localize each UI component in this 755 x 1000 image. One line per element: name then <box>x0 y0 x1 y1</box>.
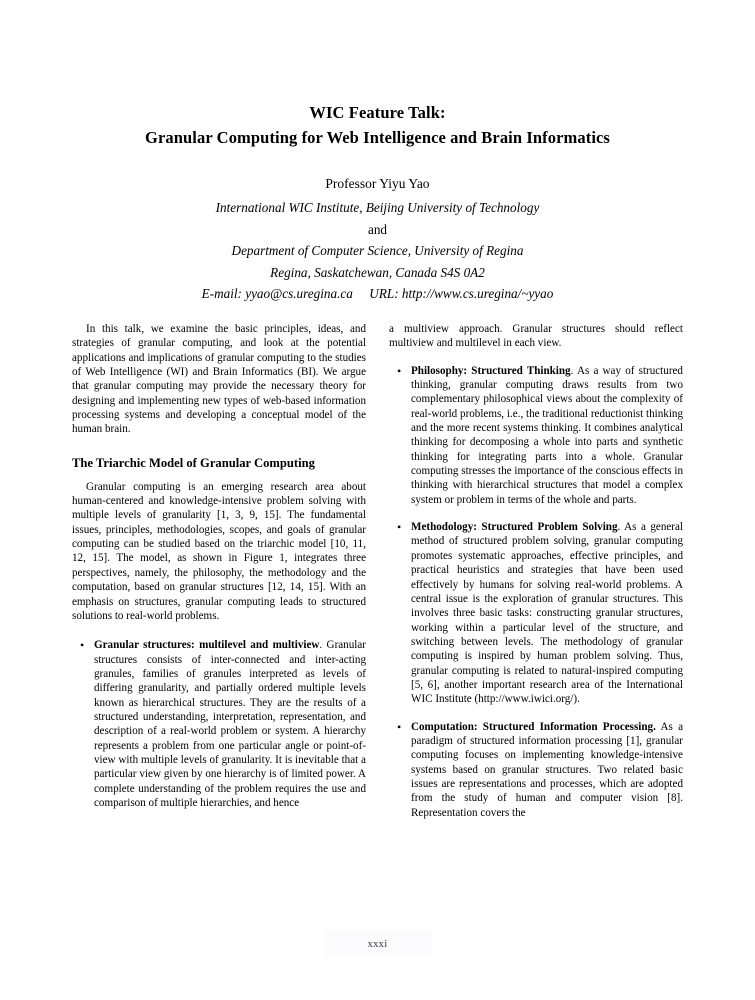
title-line-1: WIC Feature Talk: <box>309 103 446 122</box>
bullet-text-philosophy: . As a way of structured thinking, granular computing draws results from two complementary philosophical views about the complexity of real-world problems, i.e., the traditional reductionist thinking and the more recent systems thinking. It combines analytical thinking for decomposing a whole into parts and synthetic thinking for integrating parts into a whole. Granular computing stresses the importance of the conscious effects in thinking with hierarchical structures that model a complex system or problem in terms of the whole and parts. <box>411 364 683 506</box>
list-item <box>389 720 683 820</box>
column-spacer <box>389 351 683 364</box>
abstract-paragraph: In this talk, we examine the basic principles, ideas, and strategies of granular computing, and look at the potential applications and implications of granular computing to the studies of Web Intelligence (WI) and Brain Informatics (BI). We argue that granular computing may provide the necessary theory for designing and implementing new types of web-based information processing systems and developing a conceptual model of the human brain. <box>72 323 366 436</box>
bullet-list-right <box>389 364 683 820</box>
bullet-text-granular-structures: . Granular structures consists of inter-connected and inter-acting granules, families of granules interpreted as levels of differing granularity, and partially ordered multiple levels known as hierarchical structures. They are the results of a structured understanding, interpretation, representation, and description of a real-world problem or system. A hierarchy represents a problem from one particular angle or point-of-view with multiple levels of granularity. It is inevitable that a particular view given by one hierarchy is of limited power. A complete understanding of the problem requires the use and comparison of multiple hierarchies, and hence <box>94 639 366 809</box>
affiliation-line-3: Regina, Saskatchewan, Canada S4S 0A2 <box>270 264 485 280</box>
column-spacer <box>72 623 366 638</box>
page-number: xxxi <box>367 939 388 950</box>
affiliation-block <box>72 197 683 305</box>
bullet-dot-icon: • <box>80 638 85 653</box>
bullet-lead-philosophy: Philosophy: Structured Thinking <box>411 364 571 377</box>
footer-band <box>324 930 432 956</box>
author-name: Professor Yiyu Yao <box>325 176 430 191</box>
affiliation-conjunction: and <box>367 221 388 237</box>
bullet-text-methodology: . As a general method of structured problem solving, granular computing promotes systematic approaches, effective principles, and practical heuristics and strategies that have been used effectively by humans for solving real-world problems. A central issue is the exploration of granular structures. This involves three basic tasks: constructing granular structures, working within a particular level of the structure, and switching between levels. The methodology of granular computing is inspired by human problem solving. Thus, granular computing is related to natural-inspired computing [5, 6], another important research area of the International WIC Institute (http://www.iwici.org/). <box>411 521 683 706</box>
affiliation-line-1: International WIC Institute, Beijing University of Technology <box>215 200 540 215</box>
contact-line: E-mail: yyao@cs.uregina.ca URL: http://www.cs.uregina/~yyao <box>201 286 554 301</box>
bullet-dot-icon: • <box>397 363 402 378</box>
bullet-list-left <box>72 638 366 810</box>
body-column-right <box>389 322 683 820</box>
paper-title-block <box>72 100 683 150</box>
bullet-dot-icon: • <box>397 719 402 734</box>
page-footer <box>0 930 755 956</box>
intro-paragraph: Granular computing is an emerging research area about human-centered and knowledge-intensive problem solving with multiple levels of granularity [1, 3, 9, 15]. The fundamental issues, principles, methodologies, scopes, and goals of granular computing can be studied based on the triarchic model [10, 11, 12, 15]. The model, as shown in Figure 1, integrates three perspectives, namely, the philosophy, the methodology and the computation, based on granular structures [12, 14, 15]. With an emphasis on structures, granular computing leads to structured solutions to real-world problems. <box>72 480 366 622</box>
list-item <box>389 364 683 507</box>
list-item <box>72 638 366 810</box>
list-item <box>389 520 683 706</box>
title-line-2: Granular Computing for Web Intelligence and Brain Informatics <box>145 128 610 147</box>
section-heading-triarchic-model: The Triarchic Model of Granular Computing <box>72 455 315 470</box>
bullet-lead-methodology: Methodology: Structured Problem Solving <box>411 521 618 534</box>
bullet-lead-granular-structures: Granular structures: multilevel and multiview <box>94 639 320 652</box>
body-column-left <box>72 322 366 810</box>
bullet-dot-icon: • <box>397 520 402 535</box>
bullet-text-computation: As a paradigm of structured information processing [1], granular computing focuses on implementing knowledge-intensive systems based on granular structures. Two related basic issues are representations and processes, which are adopted from the study of human and computer vision [8]. Representation covers the <box>411 720 683 819</box>
author-block <box>72 174 683 194</box>
bullet-lead-computation: Computation: Structured Information Processing. <box>411 720 656 733</box>
continuation-paragraph: a multiview approach. Granular structures should reflect multiview and multilevel in each view. <box>389 323 683 350</box>
affiliation-line-2: Department of Computer Science, University of Regina <box>231 243 524 258</box>
